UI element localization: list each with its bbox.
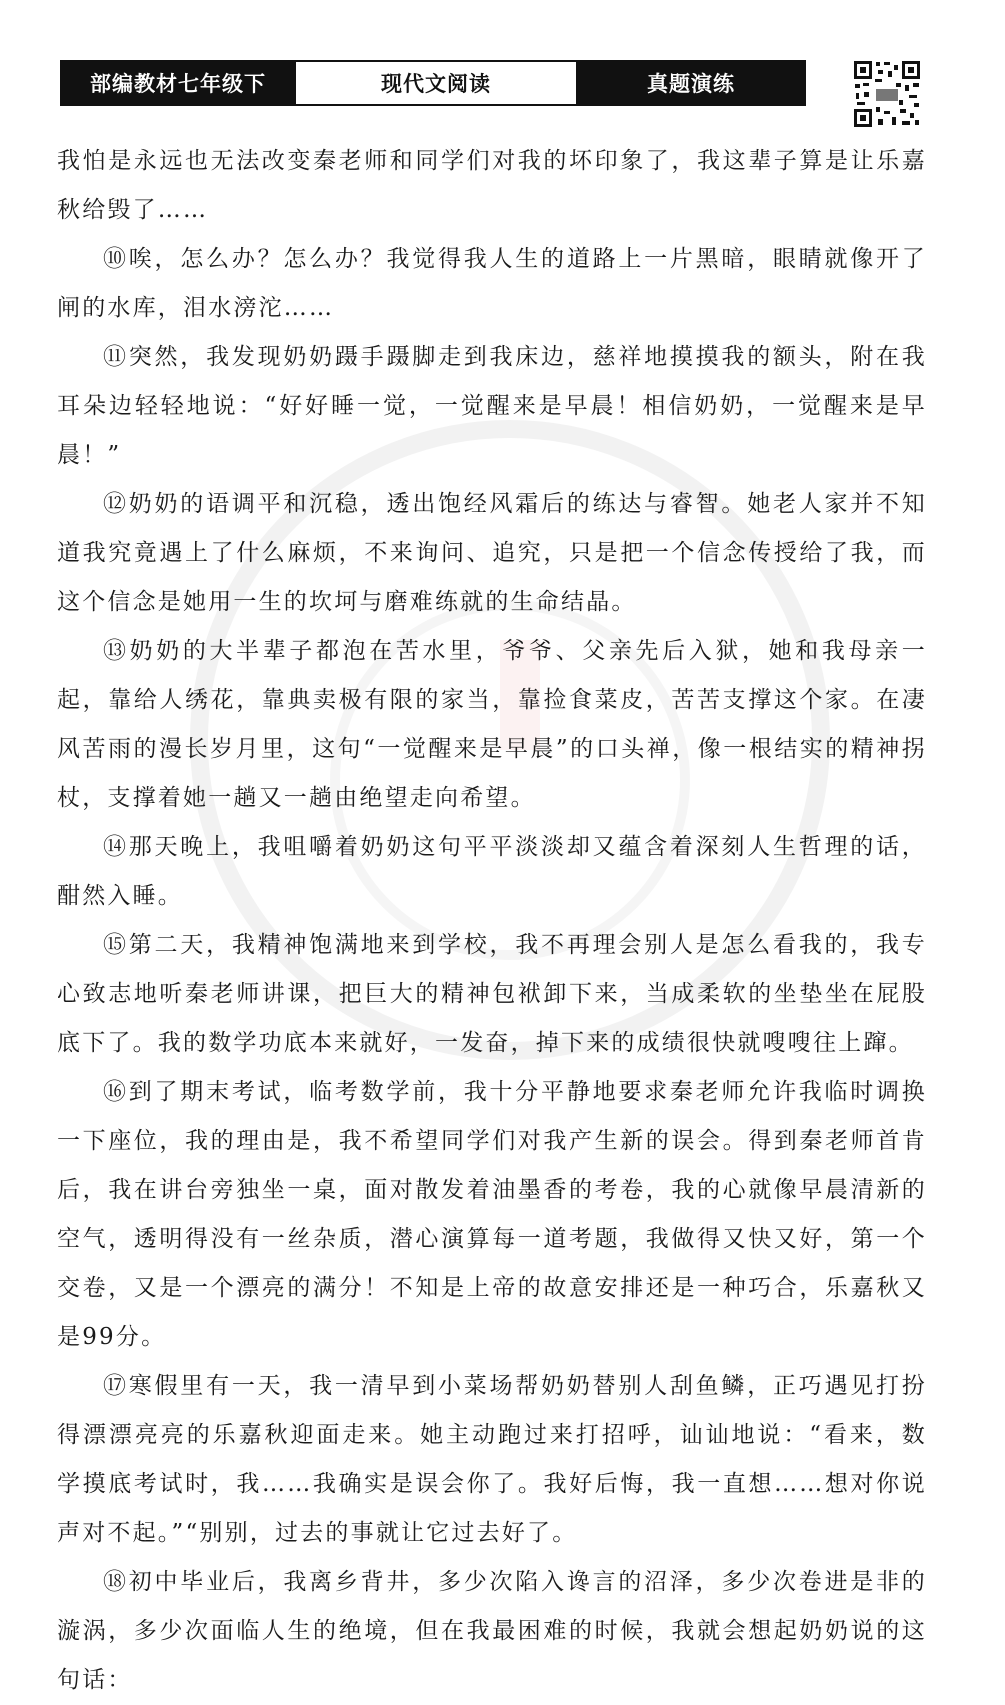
paragraph-15: ⑮第二天，我精神饱满地来到学校，我不再理会别人是怎么看我的，我专心致志地听秦老师讲课，把巨大的精神包袱卸下来，当成柔软的坐垫坐在屁股底下了。我的数学功底本来就好，一发奋，掉下来的成绩很快就嗖嗖往上蹿。 xyxy=(57,932,927,1056)
paragraph-13: ⑬奶奶的大半辈子都泡在苦水里，爷爷、父亲先后入狱，她和我母亲一起，靠给人绣花，靠典卖极有限的家当，靠捡食菜皮，苦苦支撑这个家。在凄风苦雨的漫长岁月里，这句“一觉醒来是早晨”的口头禅，像一根结实的精神拐杖，支撑着她一趟又一趟由绝望走向希望。 xyxy=(57,638,927,811)
paragraph-18: ⑱初中毕业后，我离乡背井，多少次陷入谗言的沼泽，多少次卷进是非的漩涡，多少次面临人生的绝境，但在我最困难的时候，我就会想起奶奶说的这句话： xyxy=(57,1569,927,1693)
paragraph-11: ⑪突然，我发现奶奶蹑手蹑脚走到我床边，慈祥地摸摸我的额头，附在我耳朵边轻轻地说：“好好睡一觉，一觉醒来是早晨！相信奶奶，一觉醒来是早晨！” xyxy=(57,344,927,468)
paragraph-12: ⑫奶奶的语调平和沉稳，透出饱经风霜后的练达与睿智。她老人家并不知道我究竟遇上了什么麻烦，不来询问、追究，只是把一个信念传授给了我，而这个信念是她用一生的坎坷与磨难练就的生命结晶。 xyxy=(57,491,927,615)
header-exercise-label: 真题演练 xyxy=(578,62,804,104)
header-grade-label: 部编教材七年级下 xyxy=(62,62,294,104)
qr-code-icon[interactable] xyxy=(852,59,922,129)
paragraph-10: ⑩唉，怎么办？怎么办？我觉得我人生的道路上一片黑暗，眼睛就像开了闸的水库，泪水滂沱…… xyxy=(57,246,927,321)
header-section-label: 现代文阅读 xyxy=(294,62,578,104)
paragraph-continuation: 我怕是永远也无法改变秦老师和同学们对我的坏印象了，我这辈子算是让乐嘉秋给毁了…… xyxy=(57,148,927,223)
article-body xyxy=(57,137,927,1705)
paragraph-17: ⑰寒假里有一天，我一清早到小菜场帮奶奶替别人刮鱼鳞，正巧遇见打扮得漂漂亮亮的乐嘉秋迎面走来。她主动跑过来打招呼，讪讪地说：“看来，数学摸底考试时，我……我确实是误会你了。我好后悔，我一直想……想对你说声对不起。”“别别，过去的事就让它过去好了。 xyxy=(57,1373,927,1546)
paragraph-16: ⑯到了期末考试，临考数学前，我十分平静地要求秦老师允许我临时调换一下座位，我的理由是，我不希望同学们对我产生新的误会。得到秦老师首肯后，我在讲台旁独坐一桌，面对散发着油墨香的考卷，我的心就像早晨清新的空气，透明得没有一丝杂质，潜心演算每一道考题，我做得又快又好，第一个交卷，又是一个漂亮的满分！不知是上帝的故意安排还是一种巧合，乐嘉秋又是99分。 xyxy=(57,1079,927,1350)
header-bar xyxy=(60,60,806,106)
paragraph-14: ⑭那天晚上，我咀嚼着奶奶这句平平淡淡却又蕴含着深刻人生哲理的话，酣然入睡。 xyxy=(57,834,927,909)
